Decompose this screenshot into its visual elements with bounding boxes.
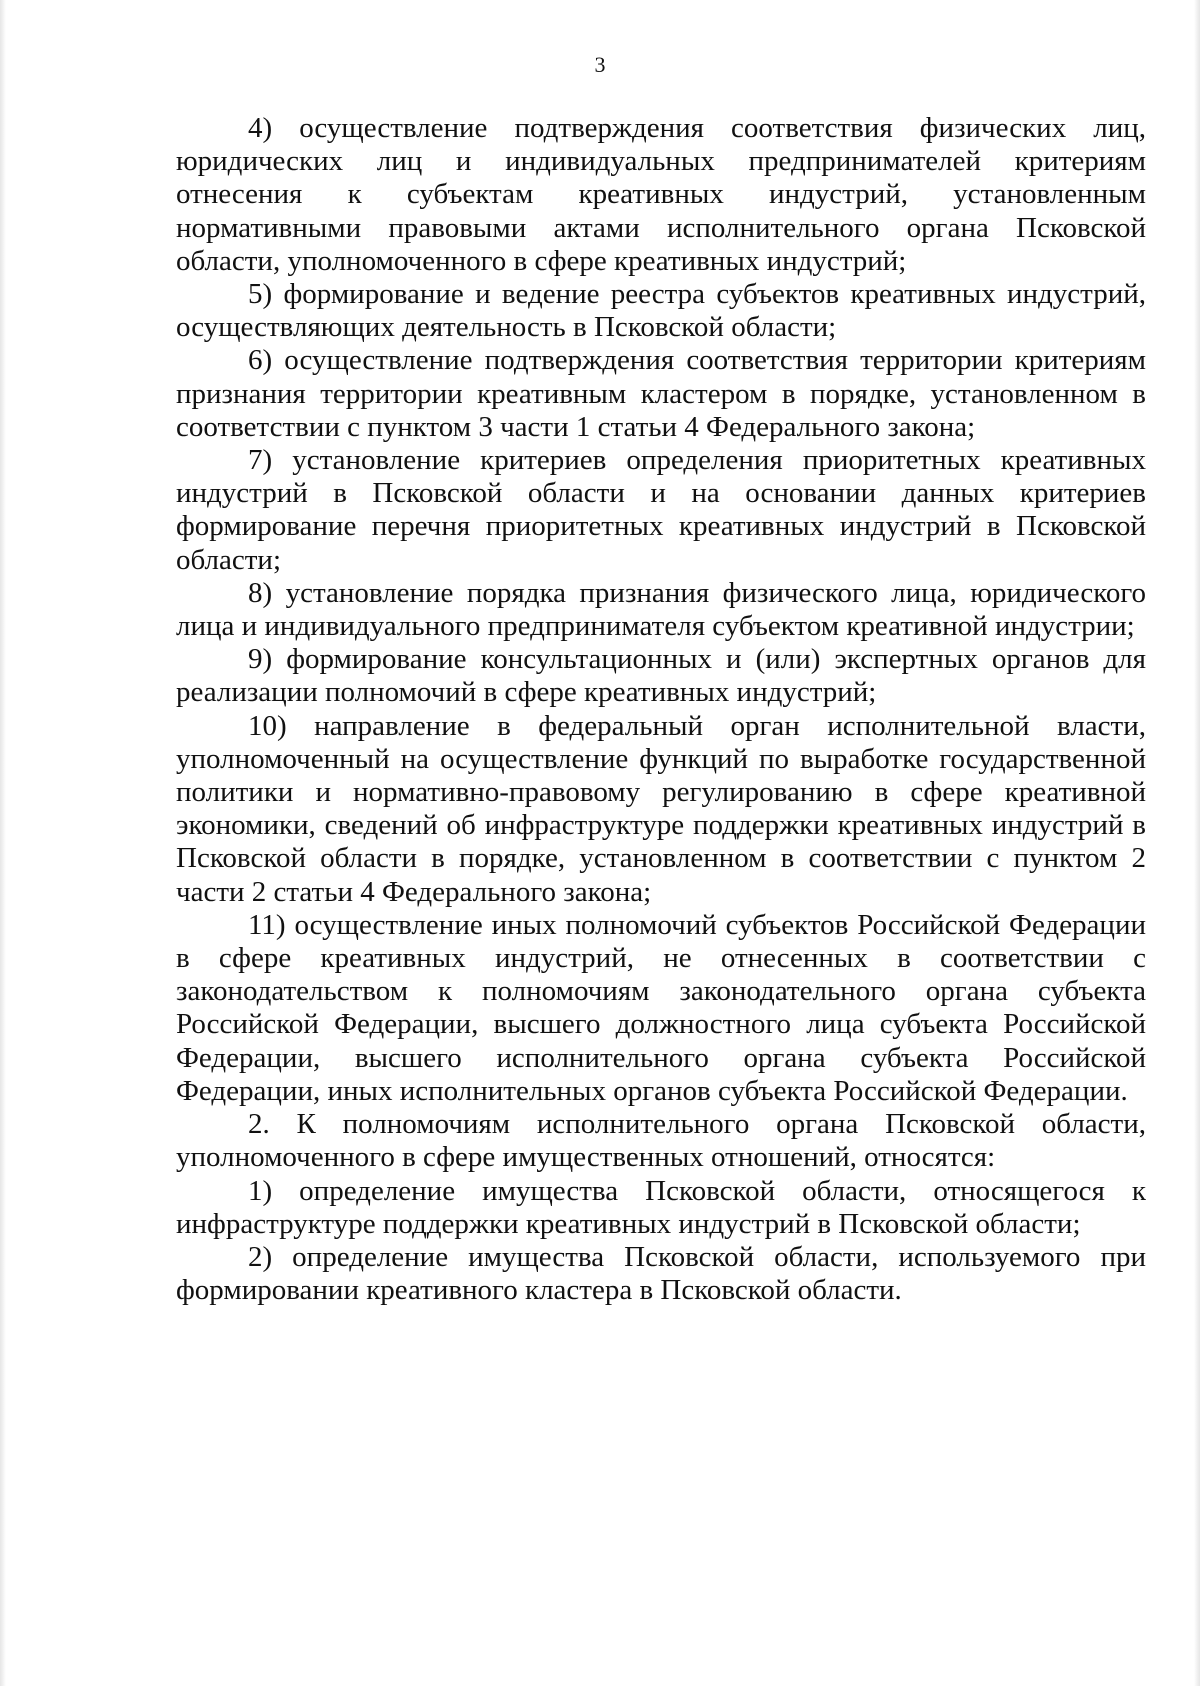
scan-edge-left xyxy=(0,0,6,1686)
paragraph-item-5: 5) формирование и ведение реестра субъектов креативных индустрий, осуществляющих деятельность в Псковской области; xyxy=(176,278,1146,344)
paragraph-item-4: 4) осуществление подтверждения соответствия физических лиц, юридических лиц и индивидуальных предпринимателей критериям отнесения к субъектам креативных индустрий, установленным нормативными правовыми актами исполнительного органа Псковской области, уполномоченного в сфере креативных индустрий; xyxy=(176,112,1146,277)
paragraph-item-8: 8) установление порядка признания физического лица, юридического лица и индивидуального предпринимателя субъектом креативной индустрии; xyxy=(176,576,1146,643)
paragraph-item-11: 11) осуществление иных полномочий субъектов Российской Федерации в сфере креативных индустрий, не отнесенных в соответствии с законодательством к полномочиям законодательного органа субъекта Российской Федерации, высшего должностного лица субъекта Российской Федерации, высшего исполнительного органа субъекта Российской Федерации, иных исполнительных органов субъекта Российской Федерации. xyxy=(176,908,1146,1107)
document-body xyxy=(176,112,1146,1307)
page-number: 3 xyxy=(594,52,606,77)
paragraph-item-10: 10) направление в федеральный орган исполнительной власти, уполномоченный на осуществление функций по выработке государственной политики и нормативно-правовому регулированию в сфере креативной экономики, сведений об инфраструктуре поддержки креативных индустрий в Псковской области в порядке, установленном в соответствии с пунктом 2 части 2 статьи 4 Федерального закона; xyxy=(176,709,1146,908)
paragraph-item-7: 7) установление критериев определения приоритетных креативных индустрий в Псковской области и на основании данных критериев формирование перечня приоритетных креативных индустрий в Псковской области; xyxy=(176,444,1146,576)
paragraph-section-2: 2. К полномочиям исполнительного органа Псковской области, уполномоченного в сфере имущественных отношений, относятся: xyxy=(176,1108,1146,1174)
paragraph-subitem-2: 2) определение имущества Псковской области, используемого при формировании креативного кластера в Псковской области. xyxy=(176,1240,1146,1307)
paragraph-item-9: 9) формирование консультационных и (или) экспертных органов для реализации полномочий в сфере креативных индустрий; xyxy=(176,643,1146,709)
scan-edge-right xyxy=(1194,0,1200,1686)
paragraph-subitem-1: 1) определение имущества Псковской области, относящегося к инфраструктуре поддержки креативных индустрий в Псковской области; xyxy=(176,1174,1146,1240)
paragraph-item-6: 6) осуществление подтверждения соответствия территории критериям признания территории креативным кластером в порядке, установленном в соответствии с пунктом 3 части 1 статьи 4 Федерального закона; xyxy=(176,344,1146,443)
